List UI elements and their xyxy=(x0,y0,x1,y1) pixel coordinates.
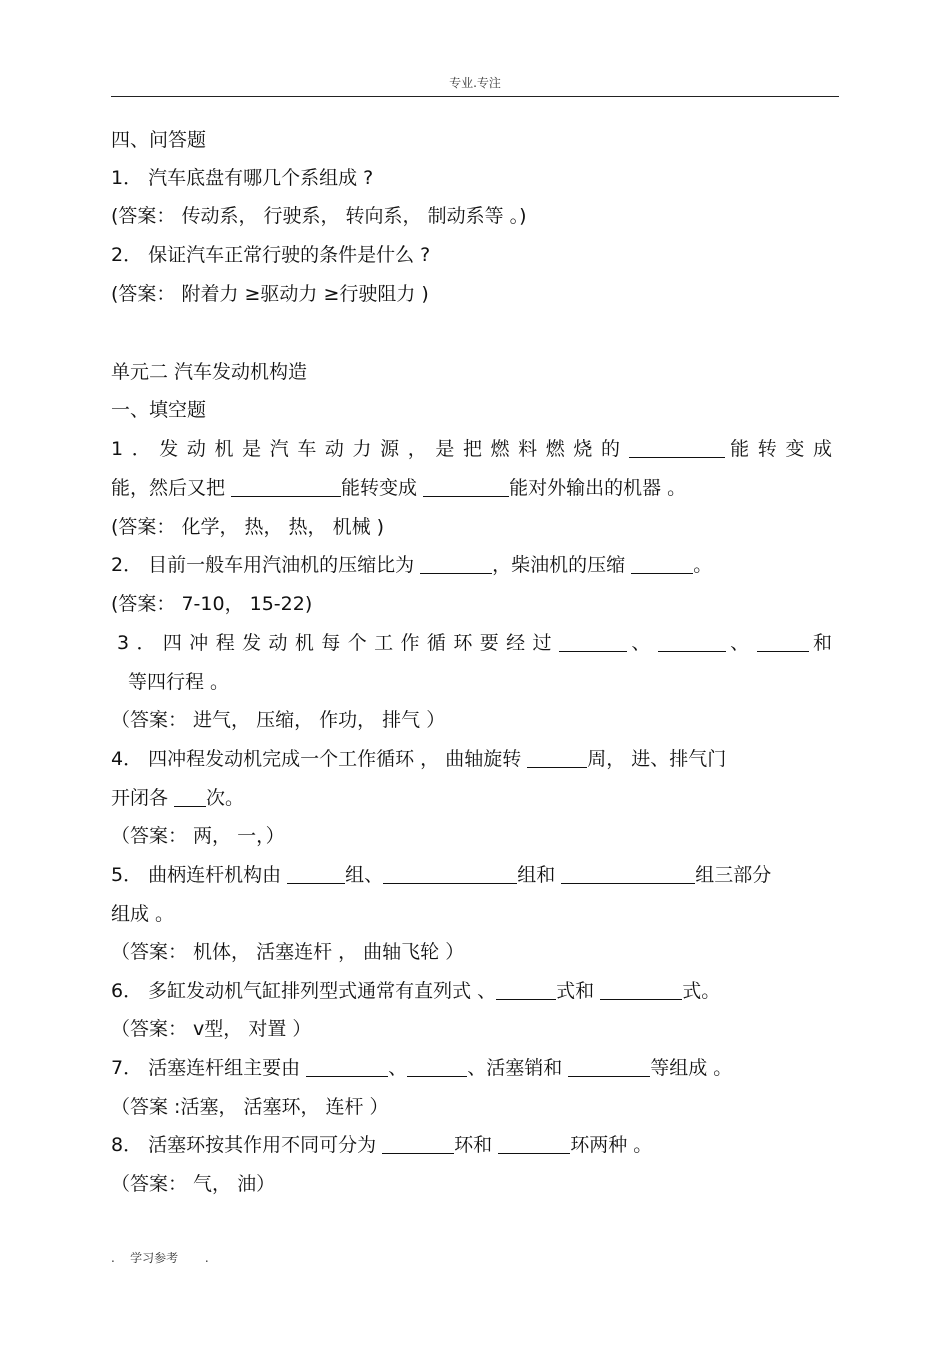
answer-blank xyxy=(382,1133,454,1154)
question-text: 组成 。 xyxy=(111,903,175,925)
header-divider xyxy=(111,96,839,97)
answer-blank xyxy=(306,1056,388,1077)
answer-blank xyxy=(658,631,726,652)
answer-blank xyxy=(407,1056,467,1077)
question-text: 7． 活塞连杆组主要由 、 、活塞销和 等组成 。 xyxy=(111,1057,733,1079)
answer-text: （答案： 进气， 压缩， 作功， 排气 ） xyxy=(111,709,446,731)
question-text: 2． 目前一般车用汽油机的压缩比为 ，柴油机的压缩 。 xyxy=(111,554,713,576)
question-text: 1．发动机是汽车动力源，是把燃料燃烧的 能转变成 xyxy=(111,438,835,460)
answer-text: （答案 :活塞， 活塞环， 连杆 ） xyxy=(111,1096,389,1118)
answer-text: (答案： 7-10， 15-22) xyxy=(111,593,313,615)
answer-blank xyxy=(561,863,695,884)
answer-text: (答案： 化学， 热， 热， 机械 ) xyxy=(111,516,385,538)
unit-title: 单元二 汽车发动机构造 xyxy=(111,361,308,383)
answer-text: （答案： 机体， 活塞连杆 ， 曲轴飞轮 ） xyxy=(111,941,465,963)
question-text: 能，然后又把 能转变成 能对外输出的机器 。 xyxy=(111,477,687,499)
answer-blank xyxy=(420,553,492,574)
answer-blank xyxy=(757,631,809,652)
answer-blank xyxy=(496,979,556,1000)
answer-blank xyxy=(600,979,682,1000)
section-heading: 一、填空题 xyxy=(111,399,207,421)
answer-text: (答案： 附着力 ≥驱动力 ≥行驶阻力 ) xyxy=(111,283,429,305)
question-text: 开闭各 次。 xyxy=(111,787,245,809)
answer-text: (答案： 传动系， 行驶系， 转向系， 制动系等 。) xyxy=(111,205,527,227)
question-text: 6． 多缸发动机气缸排列型式通常有直列式 、 式和 式。 xyxy=(111,980,721,1002)
answer-blank xyxy=(527,747,587,768)
page-header: 专业.专注 xyxy=(449,76,501,90)
answer-blank xyxy=(287,863,345,884)
answer-blank xyxy=(559,631,627,652)
answer-blank xyxy=(383,863,517,884)
answer-blank xyxy=(498,1133,570,1154)
answer-text: （答案： v型， 对置 ） xyxy=(111,1018,312,1040)
answer-blank xyxy=(568,1056,650,1077)
answer-blank xyxy=(629,437,725,458)
question-text: 3．四冲程发动机每个工作循环要经过 、 、 和 xyxy=(117,632,835,654)
answer-text: （答案： 两， 一，） xyxy=(111,825,285,847)
question-text: 4． 四冲程发动机完成一个工作循环 ， 曲轴旋转 周， 进、排气门 xyxy=(111,748,727,770)
answer-blank xyxy=(231,476,341,497)
question-text: 等四行程 。 xyxy=(128,671,230,693)
answer-blank xyxy=(631,553,693,574)
question-text: 1． 汽车底盘有哪几个系组成 ? xyxy=(111,167,374,189)
question-text: 8． 活塞环按其作用不同可分为 环和 环两种 。 xyxy=(111,1134,653,1156)
question-text: 5． 曲柄连杆机构由 组、 组和 组三部分 xyxy=(111,864,772,886)
answer-text: （答案： 气， 油） xyxy=(111,1173,276,1195)
answer-blank xyxy=(174,786,206,807)
answer-blank xyxy=(423,476,509,497)
section-heading: 四、问答题 xyxy=(111,129,207,151)
page-footer: . 学习参考 . xyxy=(111,1251,209,1265)
question-text: 2． 保证汽车正常行驶的条件是什么 ? xyxy=(111,244,431,266)
